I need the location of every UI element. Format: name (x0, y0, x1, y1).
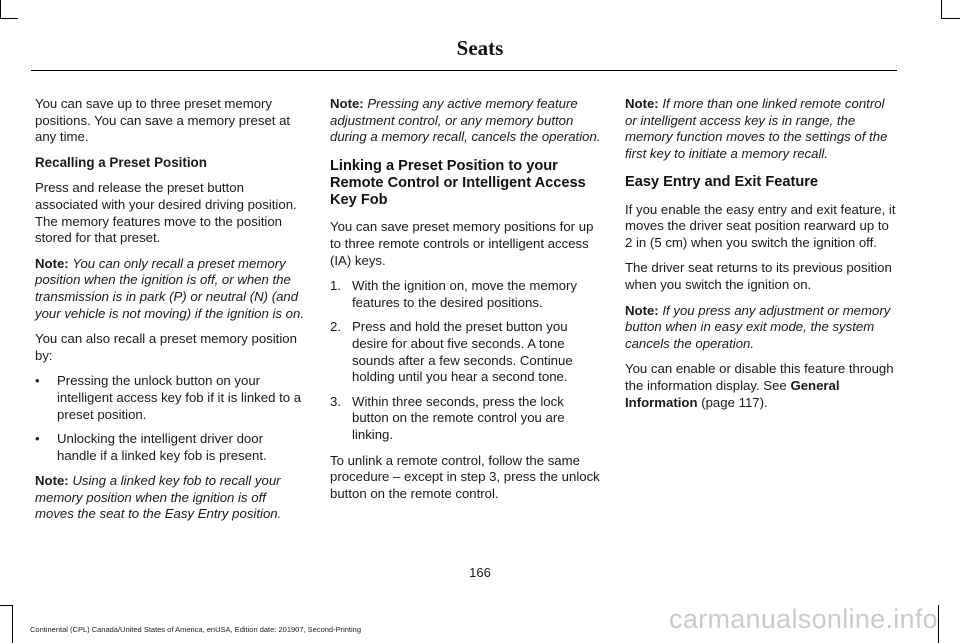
crop-mark (0, 0, 1, 18)
note (330, 96, 601, 146)
column-1 (35, 96, 306, 532)
crop-mark (941, 0, 942, 18)
paragraph: The driver seat returns to its previous position when you switch the ignition on. (625, 260, 892, 292)
bullet-icon: • (35, 431, 40, 447)
paragraph: You can save up to three preset memory positions. You can save a memory preset at any time. (35, 96, 291, 145)
list-item-text: Within three seconds, press the lock button on the remote control you are linking. (352, 393, 565, 442)
bullet-list (35, 373, 306, 464)
step-number: 3. (330, 393, 341, 409)
footer-edition: Continental (CPL) Canada/United States of America, enUSA, Edition date: 201907, Second-Printing (30, 625, 362, 634)
crop-mark (938, 605, 939, 643)
note-body: Using a linked key fob to recall your memory position when the ignition is off moves the seat to the Easy Entry position. (35, 473, 282, 522)
note-body: If more than one linked remote control or intelligent access key is in range, the memory function moves to the settings of the first key to initiate a memory recall. (625, 96, 888, 161)
list-item-text: With the ignition on, move the memory features to the desired positions. (352, 278, 578, 310)
paragraph: You can save preset memory positions for up to three remote controls or intelligent access (IA) keys. (330, 219, 594, 268)
step-number: 2. (330, 319, 341, 335)
paragraph: To unlink a remote control, follow the same procedure – except in step 3, press the unlock button on the remote control. (330, 452, 600, 501)
paragraph: You can also recall a preset memory position by: (35, 331, 297, 363)
column-2 (330, 96, 601, 511)
crop-mark (941, 18, 960, 19)
list-item (330, 319, 601, 385)
list-item (330, 394, 601, 444)
subheading-recall: Recalling a Preset Position (35, 154, 207, 170)
list-item-text: Press and hold the preset button you desire for about five seconds. A tone sounds after a few seconds. Continue holding until you hear a second tone. (352, 319, 573, 385)
note-body: You can only recall a preset memory position when the ignition is off, or when the transmission is in park (P) or neutral (N) (and your vehicle is not moving) if the ignition is on. (35, 255, 305, 321)
list-item-text: Pressing the unlock button on your intelligent access key fob if it is linked to a preset position. (57, 373, 302, 422)
note-label: Note: (625, 96, 659, 111)
section-heading-linking: Linking a Preset Position to your Remote Control or Intelligent Access Key Fob (330, 157, 586, 209)
note-label: Note: (330, 96, 364, 111)
watermark: carmanualsonline.info (669, 604, 938, 634)
list-item (330, 278, 601, 311)
note-label: Note: (35, 473, 69, 489)
list-item (35, 373, 306, 423)
list-item (35, 431, 306, 464)
cross-reference-link[interactable]: General Information (625, 377, 840, 410)
section-heading-easy-entry: Easy Entry and Exit Feature (625, 174, 819, 191)
note-body: If you press any adjustment or memory button when in easy exit mode, the system cancels the operation. (625, 302, 891, 351)
step-number: 1. (330, 278, 341, 294)
note-label: Note: (625, 302, 659, 318)
page-number: 166 (469, 565, 491, 580)
list-item-text: Unlocking the intelligent driver door handle if a linked key fob is present. (57, 431, 267, 463)
note (35, 256, 306, 322)
crop-mark (0, 18, 18, 19)
column-3 (625, 96, 896, 420)
bullet-icon: • (35, 373, 40, 389)
header-divider (31, 70, 897, 71)
crop-mark (0, 605, 12, 606)
crop-mark (12, 605, 13, 643)
note-label: Note: (35, 255, 69, 271)
note (35, 473, 306, 523)
page-reference: (page 117). (697, 394, 768, 410)
note (625, 96, 896, 162)
paragraph: If you enable the easy entry and exit feature, it moves the driver seat position rearward up to 2 in (5 cm) when you switch the ignition off. (625, 201, 896, 250)
note (625, 303, 896, 353)
numbered-list (330, 278, 601, 443)
paragraph-text: You can enable or disable this feature through the information display. See (625, 361, 894, 393)
paragraph: Press and release the preset button associated with your desired driving position. The memory features move to the position stored for that preset. (35, 180, 297, 246)
note-body: Pressing any active memory feature adjustment control, or any memory button during a memory recall, cancels the operation. (330, 96, 601, 145)
paragraph (625, 361, 896, 411)
page-title: Seats (456, 36, 504, 60)
